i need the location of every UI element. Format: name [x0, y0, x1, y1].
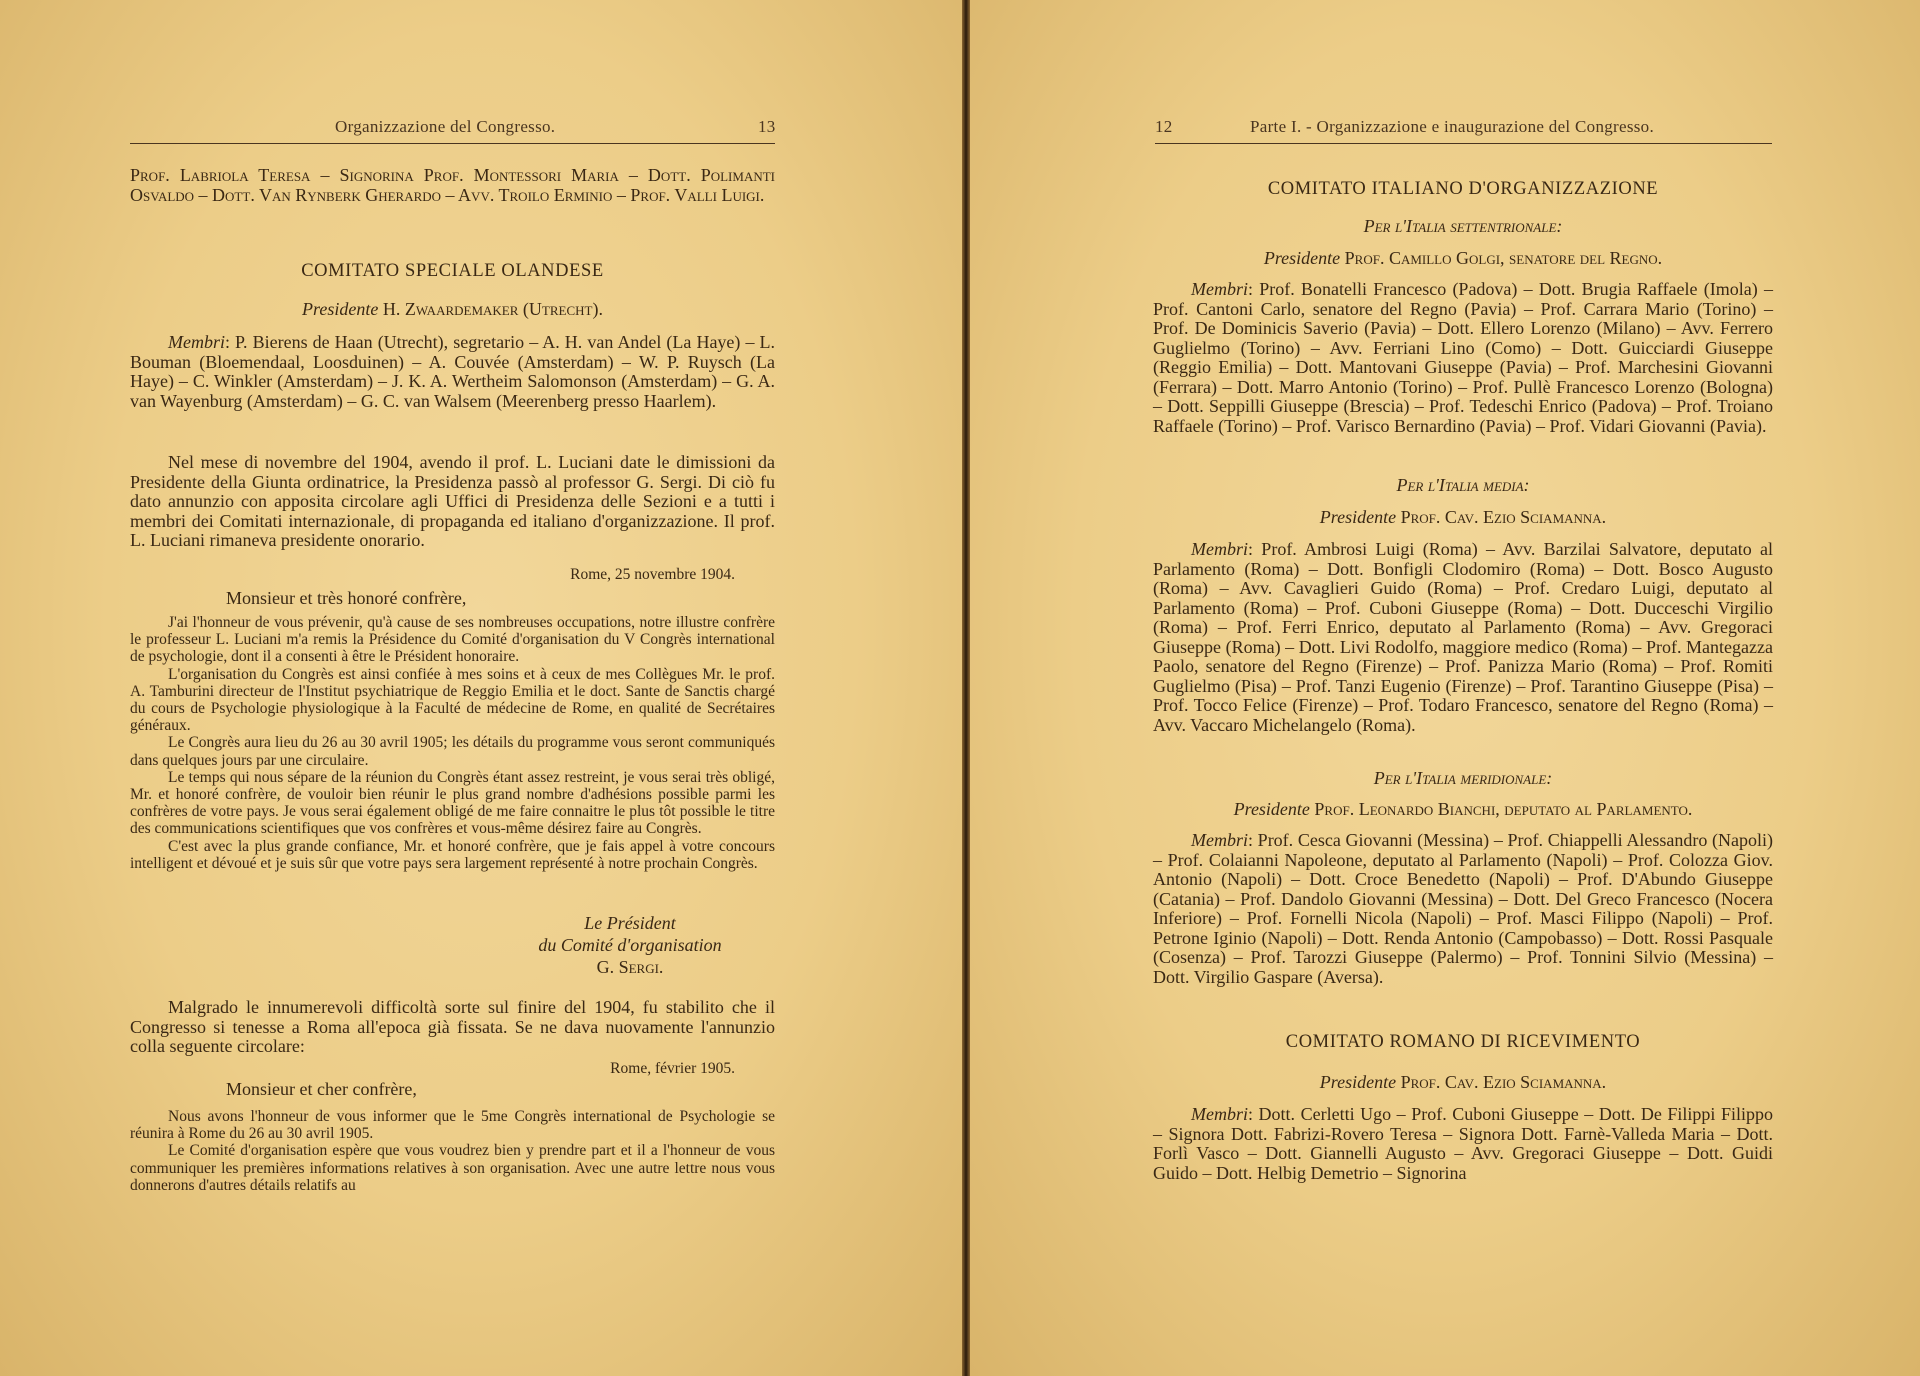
- letter1-paragraph: L'organisation du Congrès est ainsi confiée à mes soins et à ceux de mes Collègues Mr. le prof. A. Tamburini directeur de l'Institut psychiatrique de Reggio Emilia et le doct. Sante de Sanctis chargé du cours de Psychologie physiologique à la Faculté de médecine de Rome, en qualité de Secrétaires généraux.: [130, 665, 775, 735]
- letter2-salutation: Monsieur et cher confrère,: [226, 1079, 417, 1099]
- members-list: : Prof. Ambrosi Luigi (Roma) – Avv. Barzilai Salvatore, deputato al Parlamento (Roma) – Dott. Bonfigli Clodomiro (Roma) – Dott. Bosco Augusto (Roma) – Avv. Cavaglieri Guido (Roma) – Prof. Credaro Luigi, deputato al Parlamento (Roma) – Prof. Cuboni Giuseppe (Roma) – Dott. Ducceschi Virgilio (Roma) – Prof. Ferri Enrico, deputato al Parlamento (Roma) – Avv. Gregoraci Giuseppe (Roma) – Dott. Livi Rodolfo, maggiore medico (Roma) – Prof. Mantegazza Paolo, senatore del Regno (Firenze) – Prof. Panizza Mario (Roma) – Prof. Romiti Guglielmo (Pisa) – Prof. Tanzi Eugenio (Firenze) – Prof. Tarantino Giuseppe (Pisa) – Prof. Tocco Felice (Firenze) – Prof. Todaro Francesco, senatore del Regno (Roma) – Avv. Vaccaro Michelangelo (Roma).: [1153, 539, 1773, 735]
- letter2-paragraph: Nous avons l'honneur de vous informer que le 5me Congrès international de Psychologie se réunira à Rome du 26 au 30 avril 1905.: [130, 1108, 775, 1143]
- paragraph-top: Prof. Labriola Teresa – Signorina Prof. Montessori Maria – Dott. Polimanti Osvaldo – Dott. Van Rynberk Gherardo – Avv. Troilo Erminio – Prof. Valli Luigi.: [130, 165, 775, 205]
- letter1-salutation: Monsieur et très honoré confrère,: [226, 588, 467, 608]
- president-name: Prof. Camillo Golgi, senatore del Regno.: [1344, 248, 1663, 268]
- members-label: Membri: [1191, 539, 1248, 559]
- members-label: Membri: [168, 332, 225, 352]
- letter1-paragraph: Le temps qui nous sépare de la réunion du Congrès étant assez restreint, je vous serai très obligé, Mr. et honoré confrère, de vouloir bien réunir le plus grand nombre d'adhésions possible parmi les confrères de votre pays. Je vous serai également obligé de me faire connaitre le plus tôt possible le titre des communications scientifiques que vos confrères et vous-même désirez faire au Congrès.: [130, 768, 775, 838]
- romano-president: [1153, 1073, 1773, 1093]
- sud-members: [1153, 831, 1773, 987]
- heading-olandese: COMITATO SPECIALE OLANDESE: [301, 261, 604, 281]
- letter2-body: [130, 1108, 775, 1194]
- letter1-date: Rome, 25 novembre 1904.: [570, 566, 735, 583]
- header-rule: [130, 143, 775, 144]
- sud-president: [1153, 800, 1773, 820]
- running-header-title: Organizzazione del Congresso.: [335, 117, 556, 136]
- president-name: Prof. Cav. Ezio Sciamanna.: [1400, 1072, 1607, 1092]
- subheading-sud: Per l'Italia meridionale:: [1373, 768, 1553, 788]
- signature-line-3: G. Sergi.: [596, 957, 664, 977]
- members-list: : Dott. Cerletti Ugo – Prof. Cuboni Giuseppe – Dott. De Filippi Filippo – Signora Dott. Fabrizi-Rovero Teresa – Signora Dott. Farnè-Valleda Maria – Dott. Forlì Vasco – Dott. Giannelli Augusto – Avv. Gregoraci Giuseppe – Dott. Guidi Guido – Dott. Helbig Demetrio – Signorina: [1153, 1104, 1773, 1183]
- running-header-title: Parte I. - Organizzazione e inaugurazione del Congresso.: [1250, 117, 1655, 136]
- header-rule: [1155, 143, 1772, 144]
- members-list: : Prof. Bonatelli Francesco (Padova) – Dott. Brugia Raffaele (Imola) – Prof. Cantoni Carlo, senatore del Regno (Pavia) – Prof. Carrara Mario (Torino) – Prof. De Dominicis Saverio (Pavia) – Dott. Ellero Lorenzo (Milano) – Avv. Ferrero Guglielmo (Torino) – Avv. Ferriani Lino (Como) – Dott. Guicciardi Giuseppe (Reggio Emilia) – Dott. Mantovani Giuseppe (Pavia) – Prof. Marchesini Giovanni (Ferrara) – Dott. Marro Antonio (Torino) – Prof. Pullè Francesco Lorenzo (Bologna) – Dott. Seppilli Giuseppe (Brescia) – Prof. Tedeschi Enrico (Padova) – Prof. Troiano Raffaele (Torino) – Prof. Varisco Bernardino (Pavia) – Prof. Vidari Giovanni (Pavia).: [1153, 279, 1773, 436]
- members-label: Membri: [1191, 279, 1248, 299]
- president-label: Presidente: [1263, 248, 1341, 268]
- letter1-paragraph: Le Congrès aura lieu du 26 au 30 avril 1905; les détails du programme vous seront communiqués dans quelques jours par une circulaire.: [130, 734, 775, 769]
- book-gutter: [962, 0, 970, 1376]
- members-list: : P. Bierens de Haan (Utrecht), segretario – A. H. van Andel (La Haye) – L. Bouman (Bloemendaal, Loosduinen) – A. Couvée (Amsterdam) – W. P. Ruysch (La Haye) – C. Winkler (Amsterdam) – J. K. A. Wertheim Salomonson (Amsterdam) – G. A. van Wayenburg (Amsterdam) – G. C. van Walsem (Meerenberg presso Haarlem).: [130, 332, 775, 411]
- olandese-president: [130, 300, 775, 320]
- paragraph-malgrado: Malgrado le innumerevoli difficoltà sorte sul finire del 1904, fu stabilito che il Congresso si tenesse a Roma all'epoca già fissata. Se ne dava nuovamente l'annunzio colla seguente circolare:: [130, 997, 775, 1056]
- president-label: Presidente: [1319, 1072, 1397, 1092]
- members-label: Membri: [1191, 830, 1248, 850]
- letter2-date: Rome, février 1905.: [610, 1060, 735, 1077]
- members-list: : Prof. Cesca Giovanni (Messina) – Prof. Chiappelli Alessandro (Napoli) – Prof. Colaianni Napoleone, deputato al Parlamento (Napoli) – Prof. Colozza Giov. Antonio (Napoli) – Dott. Croce Benedetto (Napoli) – Prof. D'Abundo Giuseppe (Catania) – Prof. Dandolo Giovanni (Messina) – Dott. Del Greco Francesco (Nocera Inferiore) – Prof. Fornelli Nicola (Napoli) – Prof. Masci Filippo (Napoli) – Prof. Petrone Iginio (Napoli) – Dott. Renda Antonio (Campobasso) – Dott. Rossi Pasquale (Cosenza) – Prof. Tarozzi Giuseppe (Palermo) – Prof. Tonnini Silvio (Messina) – Dott. Virgilio Gaspare (Aversa).: [1153, 830, 1773, 987]
- romano-members: [1153, 1105, 1773, 1183]
- media-president: [1153, 508, 1773, 528]
- heading-comitato-romano: COMITATO ROMANO DI RICEVIMENTO: [1285, 1032, 1641, 1052]
- subheading-media: Per l'Italia media:: [1396, 475, 1530, 495]
- members-label: Membri: [1191, 1104, 1248, 1124]
- president-name: Prof. Cav. Ezio Sciamanna.: [1400, 507, 1607, 527]
- letter1-paragraph: J'ai l'honneur de vous prévenir, qu'à cause de ses nombreuses occupations, notre illustre confrère le professeur L. Luciani m'a remis la Présidence du Comité d'organisation du V Congrès international de psychologie, dont il a consenti à être le Président honoraire.: [130, 614, 775, 666]
- olandese-members: [130, 333, 775, 411]
- nord-president: [1153, 249, 1773, 269]
- page-number: 13: [758, 117, 776, 136]
- president-name: Prof. Leonardo Bianchi, deputato al Parlamento.: [1314, 799, 1693, 819]
- president-label: Presidente: [1319, 507, 1397, 527]
- letter1-paragraph: C'est avec la plus grande confiance, Mr. et honoré confrère, que je fais appel à votre concours intelligent et dévoué et je suis sûr que votre pays sera largement représenté à notre prochain Congrès.: [130, 837, 775, 872]
- page-number: 12: [1155, 117, 1173, 136]
- letter2-paragraph: Le Comité d'organisation espère que vous voudrez bien y prendre part et il a l'honneur de vous communiquer les premières informations relatives à son organisation. Avec une autre lettre nous vous donnerons d'autres détails relatifs au: [130, 1142, 775, 1194]
- subheading-nord: Per l'Italia settentrionale:: [1363, 216, 1563, 236]
- heading-comitato-italiano: COMITATO ITALIANO D'ORGANIZZAZIONE: [1267, 179, 1659, 199]
- signature-line-2: du Comité d'organisation: [538, 935, 722, 955]
- nord-members: [1153, 280, 1773, 436]
- paragraph-novembre: Nel mese di novembre del 1904, avendo il prof. L. Luciani date le dimissioni da Presidente della Giunta ordinatrice, la Presidenza passò al professor G. Sergi. Di ciò fu dato annunzio con apposita circolare agli Uffici di Presidenza delle Sezioni e a tutti i membri dei Comitati internazionale, di propaganda ed italiano d'organizzazione. Il prof. L. Luciani rimaneva presidente onorario.: [130, 452, 775, 550]
- right-page: [970, 0, 1920, 1376]
- letter1-body: [130, 614, 775, 872]
- president-label: Presidente: [1233, 799, 1310, 819]
- president-label: Presidente: [302, 299, 379, 319]
- signature-line-1: Le Président: [584, 913, 676, 933]
- president-name: H. Zwaardemaker (Utrecht).: [382, 299, 603, 319]
- media-members: [1153, 540, 1773, 735]
